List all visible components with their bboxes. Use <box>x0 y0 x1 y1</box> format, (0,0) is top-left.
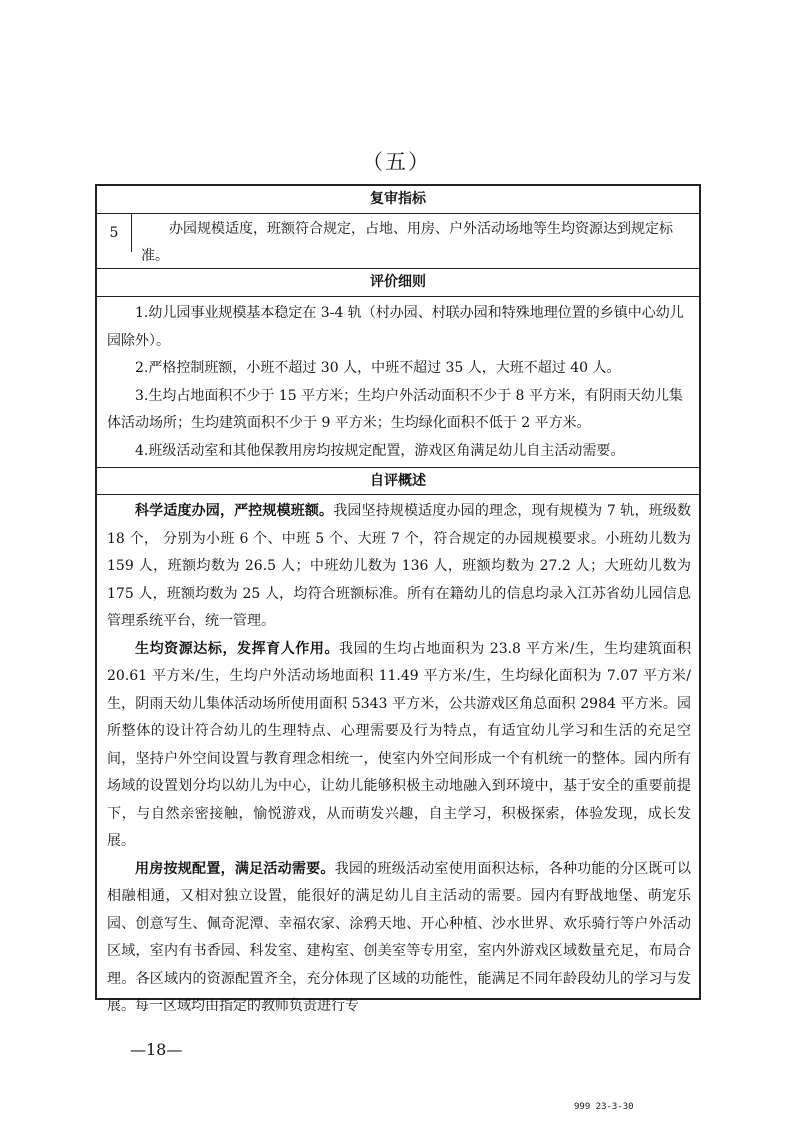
criteria-item: 3.生均占地面积不少于 15 平方米；生均户外活动面积不少于 8 平方米，有阴雨天幼儿集体活动场所；生均建筑面积不少于 9 平方米；生均绿化面积不低于 2 平方米。 <box>107 387 683 431</box>
assessment-table <box>95 184 701 1014</box>
criteria-item: 1.幼儿园事业规模基本稳定在 3-4 轨（村办园、村联办园和特殊地理位置的乡镇中心幼儿园除外）。 <box>107 305 684 349</box>
divider <box>97 213 699 214</box>
self-assessment-body <box>107 498 691 1021</box>
criteria-item: 2.严格控制班额，小班不超过 30 人，中班不超过 35 人，大班不超过 40 人。 <box>135 360 621 376</box>
summary-text: 我园坚持规模适度办园的理念，现有规模为 7 轨，班级数 18 个， 分别为小班 6 个、中班 5 个、大班 7 个，符合规定的办园规模要求。小班幼儿数为 159 人，班额均数为 26.5 人；中班幼儿数为 136 人，班额均数为 27.2 人；大班幼儿数为 175 人，班额均数为 25 人，均符合班额标准。所有在籍幼儿的信息均录入江苏省幼儿园信息管理系统平台，统一管理。 <box>107 503 692 629</box>
print-stamp: 999 23-3-30 <box>574 1102 634 1112</box>
divider <box>97 494 699 495</box>
summary-text: 我园的班级活动室使用面积达标，各种功能的分区既可以相融相通，又相对独立设置，能很好的满足幼儿自主活动的需要。园内有野战地堡、萌宠乐园、创意写生、佩奇泥潭、幸福农家、涂鸦天地、开心种植、沙水世界、欢乐骑行等户外活动区域，室内有书香园、科发室、建构室、创美室等专用室，室内外游戏区域数量充足，布局合理。各区域内的资源配置齐全，充分体现了区域的功能性，能满足不同年龄段幼儿的学习与发展。每一区域均由指定的教师负责进行专 <box>107 860 692 1014</box>
summary-text: 我园的生均占地面积为 23.8 平方米/生，生均建筑面积 20.61 平方米/生，生均户外活动场地面积 11.49 平方米/生，生均绿化面积为 7.07 平方米/生，阴雨天幼儿集体活动场所使用面积 5343 平方米，公共游戏区角总面积 2984 平方米。园所整体的设计符合幼儿的生理特点、心理需要及行为特点，有适宜幼儿学习和生活的充足空间，坚持户外空间设置与教育理念相统一，使室内外空间形成一个有机统一的整体。园内所有场域的设置划分均以幼儿为中心，让幼儿能够积极主动地融入到环境中，基于安全的重要前提下，与自然亲密接触，愉悦游戏，从而萌发兴趣，自主学习，积极探索，体验发现，成长发展。 <box>107 640 691 849</box>
divider <box>97 296 699 297</box>
summary-lead: 用房按规配置，满足活动需要。 <box>135 860 335 877</box>
summary-paragraph <box>107 498 691 636</box>
summary-paragraph <box>107 636 691 856</box>
indicator-number: 5 <box>97 214 132 252</box>
indicator-text: 办园规模适度，班额符合规定，占地、用房、户外活动场地等生均资源达到规定标准。 <box>141 221 673 264</box>
review-indicator-header: 复审指标 <box>97 186 699 213</box>
summary-lead: 科学适度办园，严控规模班额。 <box>135 503 334 519</box>
criteria-item: 4.班级活动室和其他保教用房均按规定配置，游戏区角满足幼儿自主活动需要。 <box>135 442 625 459</box>
summary-paragraph <box>107 856 691 1021</box>
summary-lead: 生均资源达标，发挥育人作用。 <box>135 640 340 657</box>
self-assessment-header: 自评概述 <box>97 468 699 495</box>
criteria-list <box>107 300 691 465</box>
page-title: （五） <box>362 150 431 174</box>
criteria-header: 评价细则 <box>97 269 699 296</box>
page-number: —18— <box>130 1040 183 1059</box>
